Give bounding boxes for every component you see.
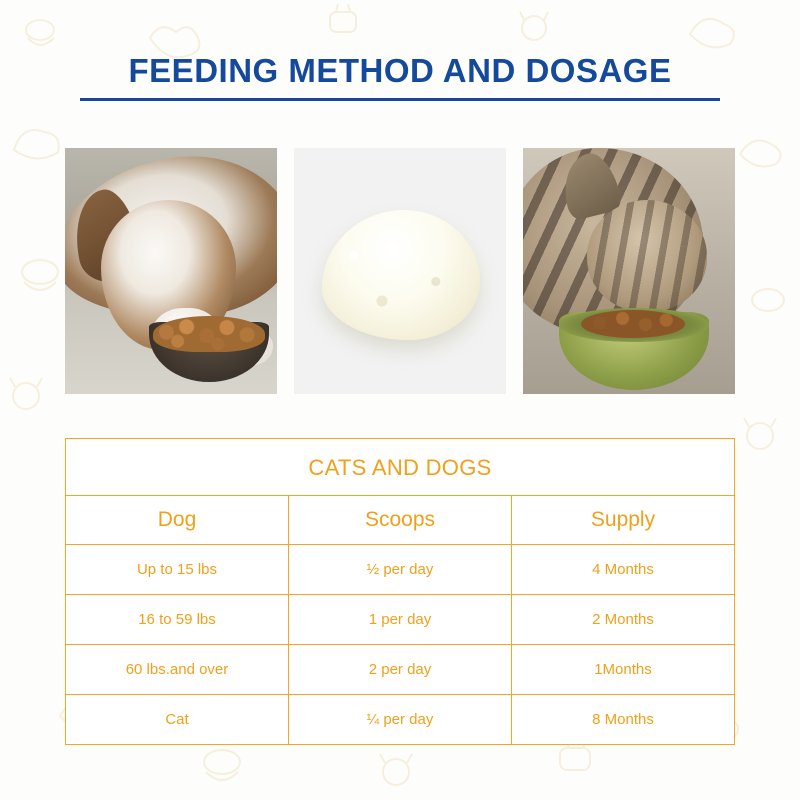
cell-supply: 1Months xyxy=(512,645,735,695)
column-header-dog: Dog xyxy=(66,496,289,545)
cell-weight: 16 to 59 lbs xyxy=(66,595,289,645)
cell-supply: 2 Months xyxy=(512,595,735,645)
column-header-supply: Supply xyxy=(512,496,735,545)
table-row xyxy=(66,695,735,745)
cat-eating-kibble-photo xyxy=(523,148,735,394)
cat-head-shape xyxy=(587,200,707,312)
dosage-table xyxy=(65,438,735,745)
cell-scoops: 2 per day xyxy=(289,645,512,695)
cell-supply: 8 Months xyxy=(512,695,735,745)
table-row xyxy=(66,595,735,645)
white-powder-supplement-photo xyxy=(294,148,506,394)
cell-scoops: ½ per day xyxy=(289,545,512,595)
table-caption-row xyxy=(66,439,735,496)
table-caption: CATS AND DOGS xyxy=(66,439,735,496)
dog-eating-kibble-photo xyxy=(65,148,277,394)
table-row xyxy=(66,645,735,695)
photo-row xyxy=(65,148,735,394)
table-row xyxy=(66,545,735,595)
cell-scoops: 1 per day xyxy=(289,595,512,645)
cell-weight: 60 lbs.and over xyxy=(66,645,289,695)
dosage-table-wrapper xyxy=(65,438,735,745)
page-title: FEEDING METHOD AND DOSAGE xyxy=(128,52,672,89)
cell-supply: 4 Months xyxy=(512,545,735,595)
title-underline xyxy=(80,98,720,101)
cell-weight: Up to 15 lbs xyxy=(66,545,289,595)
cell-scoops: ¼ per day xyxy=(289,695,512,745)
powder-texture-shape xyxy=(322,210,480,340)
dog-kibble-shape xyxy=(153,316,265,352)
table-header-row xyxy=(66,496,735,545)
cat-kibble-shape xyxy=(581,310,685,338)
cell-weight: Cat xyxy=(66,695,289,745)
column-header-scoops: Scoops xyxy=(289,496,512,545)
